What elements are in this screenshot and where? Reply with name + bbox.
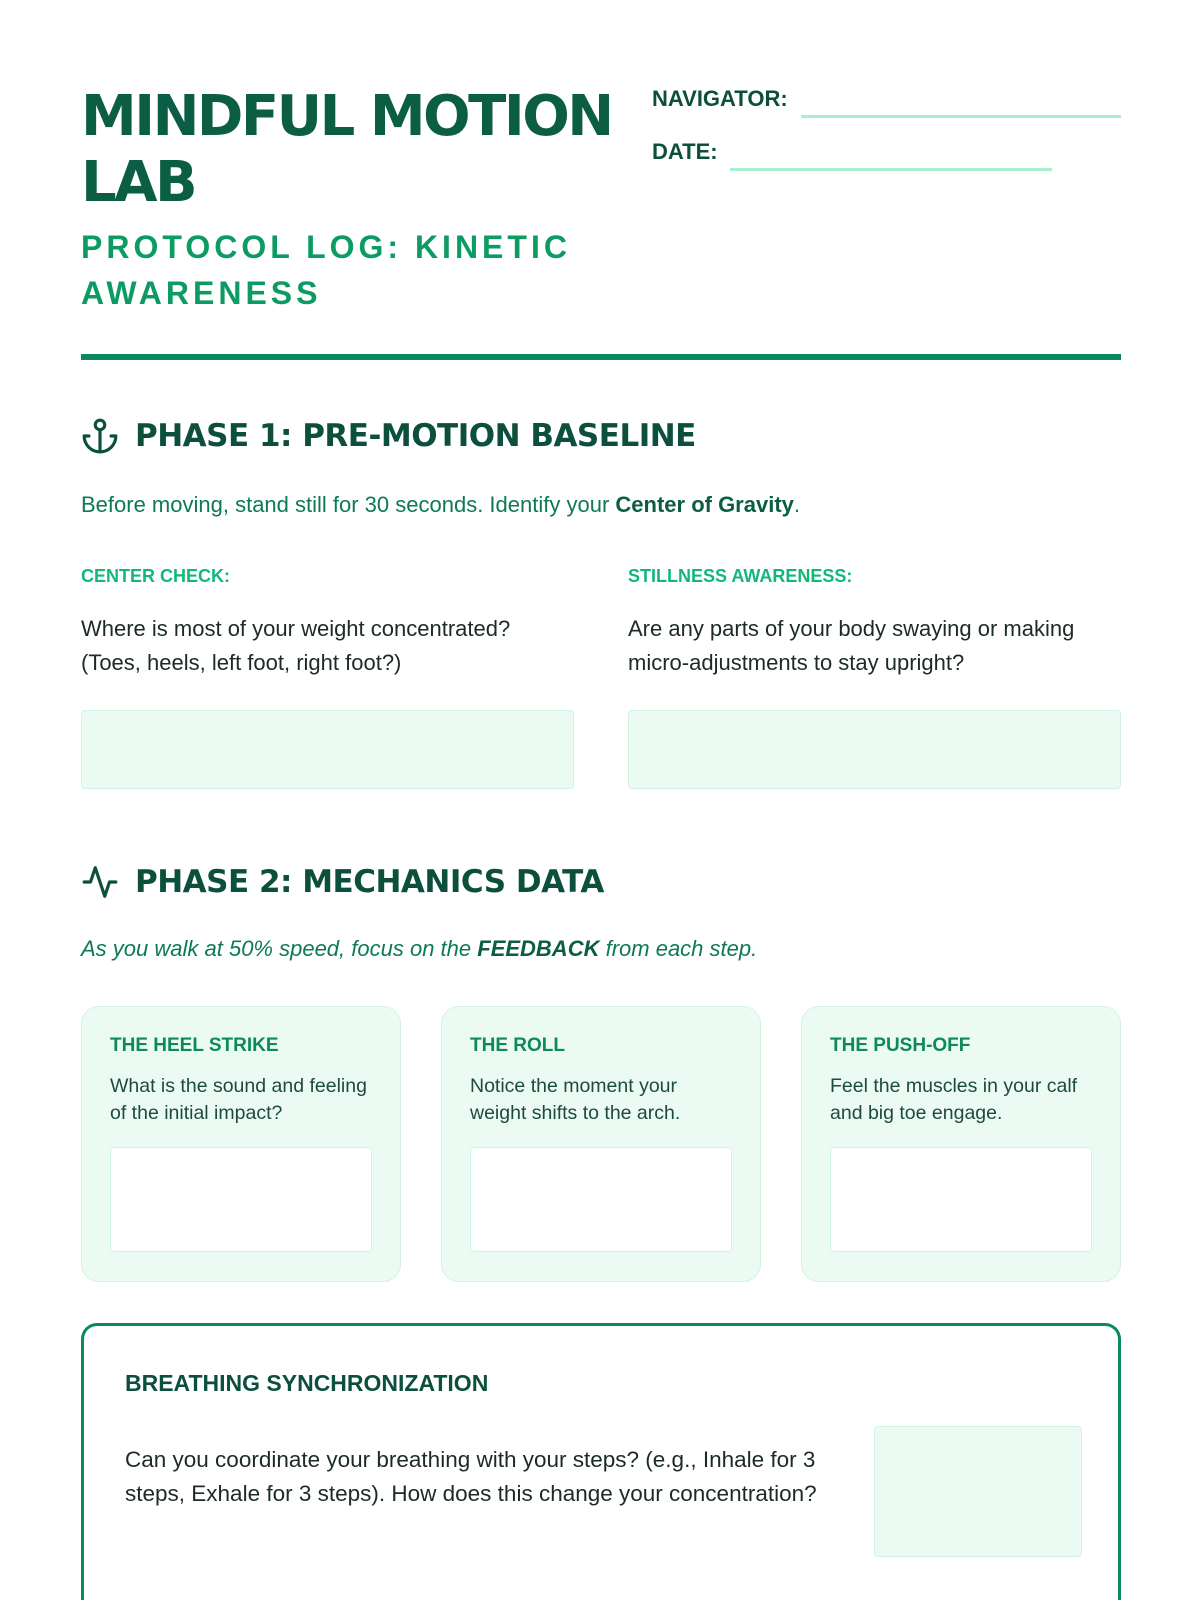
roll-answer-box[interactable]: [470, 1147, 732, 1252]
phase1-intro-text: Before moving, stand still for 30 seconds. Identify your: [81, 492, 616, 517]
phase1-intro: [81, 492, 800, 518]
page-title: MINDFUL MOTION LAB: [81, 84, 612, 215]
breathing-title: BREATHING SYNCHRONIZATION: [125, 1370, 489, 1396]
breathing-panel: [81, 1323, 1121, 1600]
stillness-block: [628, 566, 1121, 789]
header-divider: [81, 354, 1121, 360]
date-input-line[interactable]: [730, 168, 1052, 171]
phase2-intro-emphasis: FEEDBACK: [477, 936, 600, 961]
phase1-intro-emphasis: Center of Gravity: [615, 492, 794, 517]
push-off-answer-box[interactable]: [830, 1147, 1092, 1252]
navigator-label: NAVIGATOR:: [652, 86, 788, 111]
center-check-block: [81, 566, 574, 789]
stillness-answer-box[interactable]: [628, 710, 1121, 789]
center-check-answer-box[interactable]: [81, 710, 574, 789]
card-description: What is the sound and feeling of the initial impact?: [110, 1075, 367, 1124]
stillness-question: Are any parts of your body swaying or making micro-adjustments to stay upright?: [628, 616, 1075, 675]
navigator-row: [652, 84, 1121, 118]
card-title: THE PUSH-OFF: [830, 1035, 971, 1056]
stillness-label: STILLNESS AWARENESS:: [628, 566, 853, 586]
phase2-title: PHASE 2: MECHANICS DATA: [135, 864, 604, 900]
push-off-card: [801, 1006, 1121, 1282]
activity-pulse-icon: [81, 863, 119, 901]
header: [81, 84, 1121, 364]
breathing-answer-box[interactable]: [874, 1426, 1082, 1557]
phase1-title: PHASE 1: PRE-MOTION BASELINE: [135, 418, 696, 454]
card-title: THE ROLL: [470, 1035, 565, 1056]
phase1-intro-end: .: [793, 492, 801, 517]
roll-card: [441, 1006, 761, 1282]
anchor-icon: [81, 417, 119, 455]
page-subtitle: PROTOCOL LOG: KINETIC AWARENESS: [81, 229, 571, 311]
center-check-question: Where is most of your weight concentrated? (Toes, heels, left foot, right foot?): [81, 616, 511, 675]
heel-strike-answer-box[interactable]: [110, 1147, 372, 1252]
worksheet-page: [81, 0, 1121, 1600]
phase2-intro-text: As you walk at 50% speed, focus on the: [81, 936, 478, 961]
phase2-intro: [81, 936, 757, 962]
card-title: THE HEEL STRIKE: [110, 1035, 279, 1056]
phase2-heading: [81, 862, 604, 902]
card-description: Notice the moment your weight shifts to the arch.: [470, 1075, 681, 1124]
phase2-intro-end: from each step.: [599, 936, 758, 961]
center-check-label: CENTER CHECK:: [81, 566, 231, 586]
phase1-heading: [81, 416, 696, 456]
card-description: Feel the muscles in your calf and big toe engage.: [830, 1075, 1078, 1124]
date-row: [652, 137, 1121, 171]
breathing-question: Can you coordinate your breathing with your steps? (e.g., Inhale for 3 steps, Exhale for 3 steps). How does this change your concentration?: [125, 1447, 817, 1506]
navigator-input-line[interactable]: [801, 115, 1121, 118]
heel-strike-card: [81, 1006, 401, 1282]
date-label: DATE:: [652, 139, 718, 164]
